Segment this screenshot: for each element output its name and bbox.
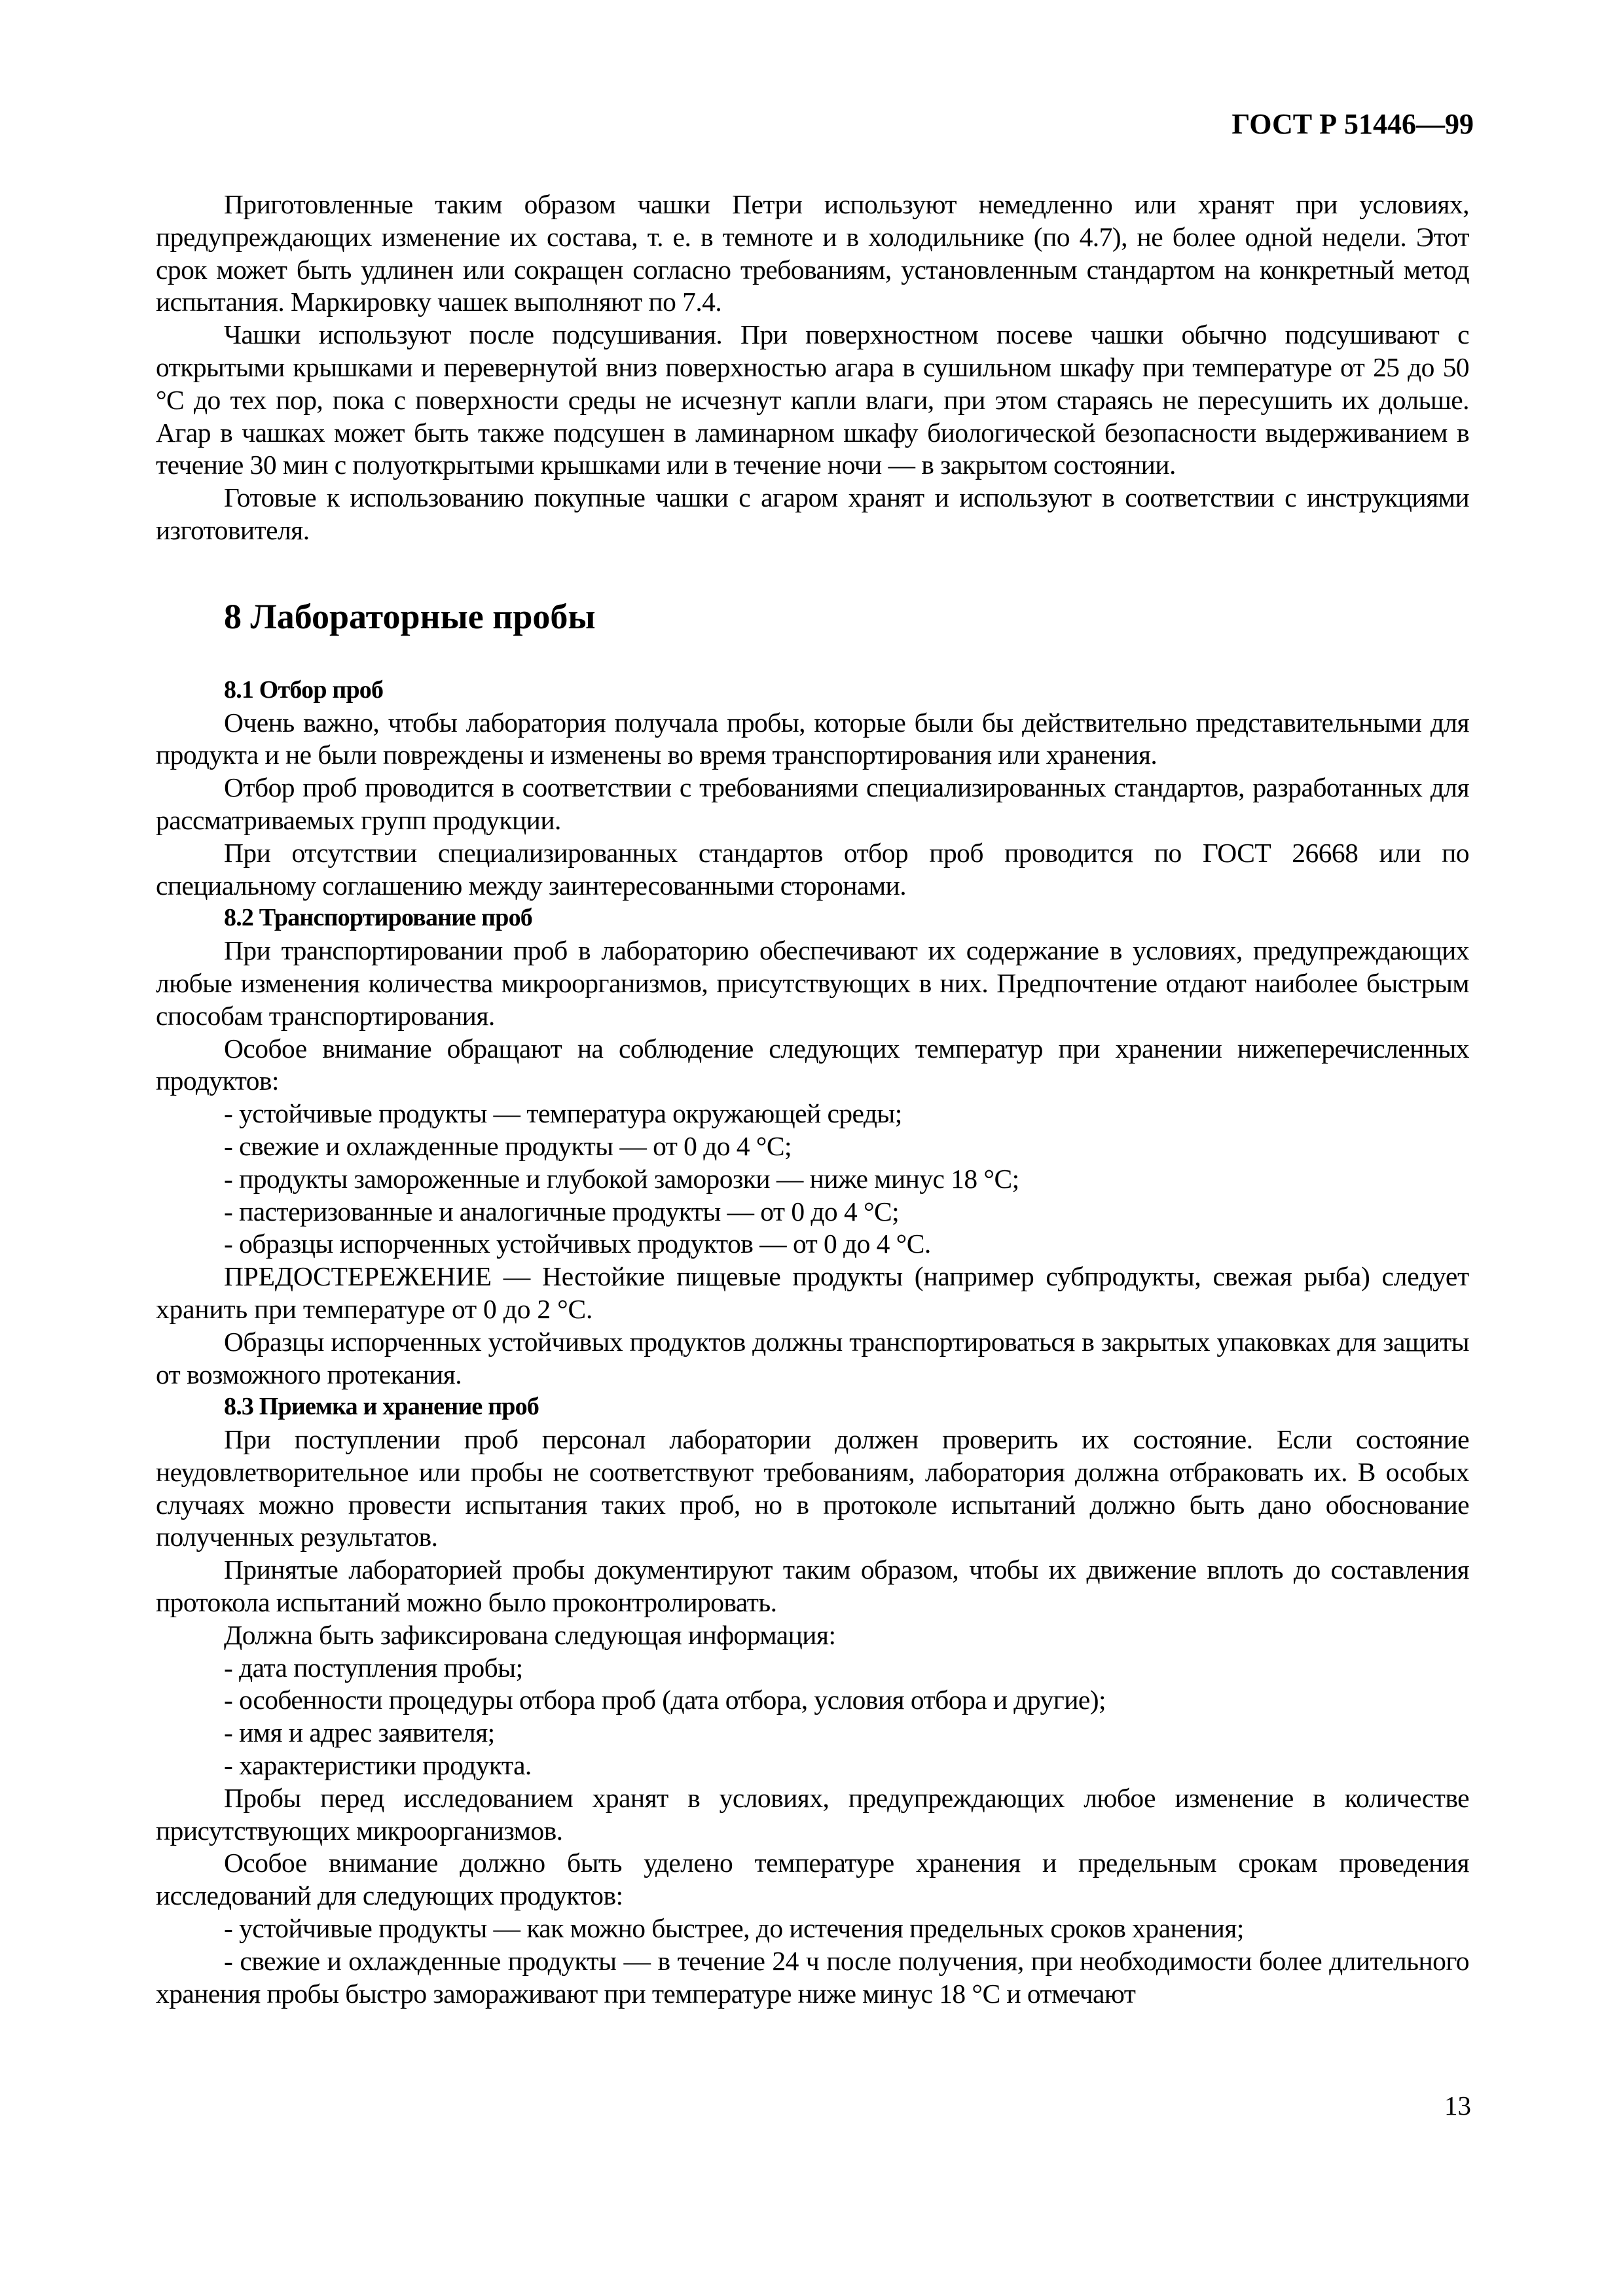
list-item: - свежие и охлажденные продукты — в течение 24 ч после получения, при необходимости более длительного хранения пробы быстро замораживают при температуре ниже минус 18 °С и отмечают bbox=[156, 1945, 1469, 2009]
paragraph-intro-3: Готовые к использованию покупные чашки с агаром хранят и используют в соответствии с инструкциями изготовителя. bbox=[156, 482, 1469, 545]
paragraph-8-3-3: Должна быть зафиксирована следующая информация: bbox=[224, 1619, 836, 1650]
paragraph-8-3-1: При поступлении проб персонал лаборатории должен проверить их состояние. Если состояние неудовлетворительное или пробы не соответствуют требованиям, лаборатория должна отбраковать их. В особых случаях можно провести испытания таких проб, но в протоколе испытаний должно быть дано обоснование полученных результатов. bbox=[156, 1424, 1469, 1552]
standard-header: ГОСТ Р 51446—99 bbox=[1231, 108, 1474, 140]
paragraph-intro-2: Чашки используют после подсушивания. При поверхностном посеве чашки обычно подсушивают с открытыми крышками и перевернутой вниз поверхностью агара в сушильном шкафу при температуре от 25 до 50 °С до тех пор, пока с поверхности среды не исчезнут капли влаги, при этом стараясь не пересушить их дольше. Агар в чашках может быть также подсушен в ламинарном шкафу биологической безопасности выдерживанием в течение 30 мин с полуоткрытыми крышками или в течение ночи — в закрытом состоянии. bbox=[156, 319, 1469, 480]
list-item: - образцы испорченных устойчивых продуктов — от 0 до 4 °С. bbox=[224, 1229, 931, 1259]
section-8-1-title: 8.1 Отбор проб bbox=[224, 675, 384, 704]
list-item: - свежие и охлажденные продукты — от 0 до 4 °С; bbox=[224, 1130, 792, 1161]
caution-note: ПРЕДОСТЕРЕЖЕНИЕ — Нестойкие пищевые продукты (например субпродукты, свежая рыба) следует хранить при температуре от 0 до 2 °С. bbox=[156, 1261, 1469, 1324]
document-body bbox=[156, 188, 1469, 2010]
paragraph-8-3-4: Пробы перед исследованием хранят в условиях, предупреждающих любое изменение в количестве присутствующих микроорганизмов. bbox=[156, 1782, 1469, 1846]
paragraph-intro-1: Приготовленные таким образом чашки Петри используют немедленно или хранят при условиях, предупреждающих изменение их состава, т. е. в темноте и в холодильнике (по 4.7), не более одной недели. Этот срок может быть удлинен или сокращен согласно требованиям, установленным стандартом на конкретный метод испытания. Маркировку чашек выполняют по 7.4. bbox=[156, 189, 1469, 317]
section-8-2-title: 8.2 Транспортирование проб bbox=[224, 904, 532, 932]
list-item: - дата поступления пробы; bbox=[224, 1652, 523, 1683]
list-item: - особенности процедуры отбора проб (дата отбора, условия отбора и другие); bbox=[224, 1685, 1106, 1715]
paragraph-8-2-1: При транспортировании проб в лабораторию обеспечивают их содержание в условиях, предупреждающих любые изменения количества микроорганизмов, присутствующих в них. Предпочтение отдают наиболее быстрым способам транспортирования. bbox=[156, 935, 1469, 1031]
paragraph-8-3-2: Принятые лабораторией пробы документируют таким образом, чтобы их движение вплоть до составления протокола испытаний можно было проконтролировать. bbox=[156, 1554, 1469, 1618]
list-item: - продукты замороженные и глубокой заморозки — ниже минус 18 °С; bbox=[224, 1163, 1019, 1194]
paragraph-8-2-3: Образцы испорченных устойчивых продуктов должны транспортироваться в закрытых упаковках для защиты от возможного протекания. bbox=[156, 1326, 1469, 1390]
paragraph-8-1-3: При отсутствии специализированных стандартов отбор проб проводится по ГОСТ 26668 или по специальному соглашению между заинтересованными сторонами. bbox=[156, 837, 1469, 901]
list-item: - характеристики продукта. bbox=[224, 1750, 532, 1781]
paragraph-8-2-2: Особое внимание обращают на соблюдение следующих температур при хранении нижеперечисленных продуктов: bbox=[156, 1033, 1469, 1096]
paragraph-8-1-1: Очень важно, чтобы лаборатория получала пробы, которые были бы действительно представительными для продукта и не были повреждены и изменены во время транспортирования или хранения. bbox=[156, 707, 1469, 770]
list-item: - имя и адрес заявителя; bbox=[224, 1717, 495, 1748]
section-8-3-title: 8.3 Приемка и хранение проб bbox=[224, 1393, 539, 1421]
list-item: - устойчивые продукты — как можно быстрее, до истечения предельных сроков хранения; bbox=[224, 1913, 1244, 1944]
list-item: - устойчивые продукты — температура окружающей среды; bbox=[224, 1098, 902, 1129]
paragraph-8-3-5: Особое внимание должно быть уделено температуре хранения и предельным срокам проведения исследований для следующих продуктов: bbox=[156, 1848, 1469, 1911]
paragraph-8-1-2: Отбор проб проводится в соответствии с требованиями специализированных стандартов, разработанных для рассматриваемых групп продукции. bbox=[156, 772, 1469, 835]
list-item: - пастеризованные и аналогичные продукты — от 0 до 4 °С; bbox=[224, 1196, 900, 1227]
section-8-title: 8 Лабораторные пробы bbox=[224, 596, 596, 636]
page-number: 13 bbox=[1444, 2090, 1471, 2121]
